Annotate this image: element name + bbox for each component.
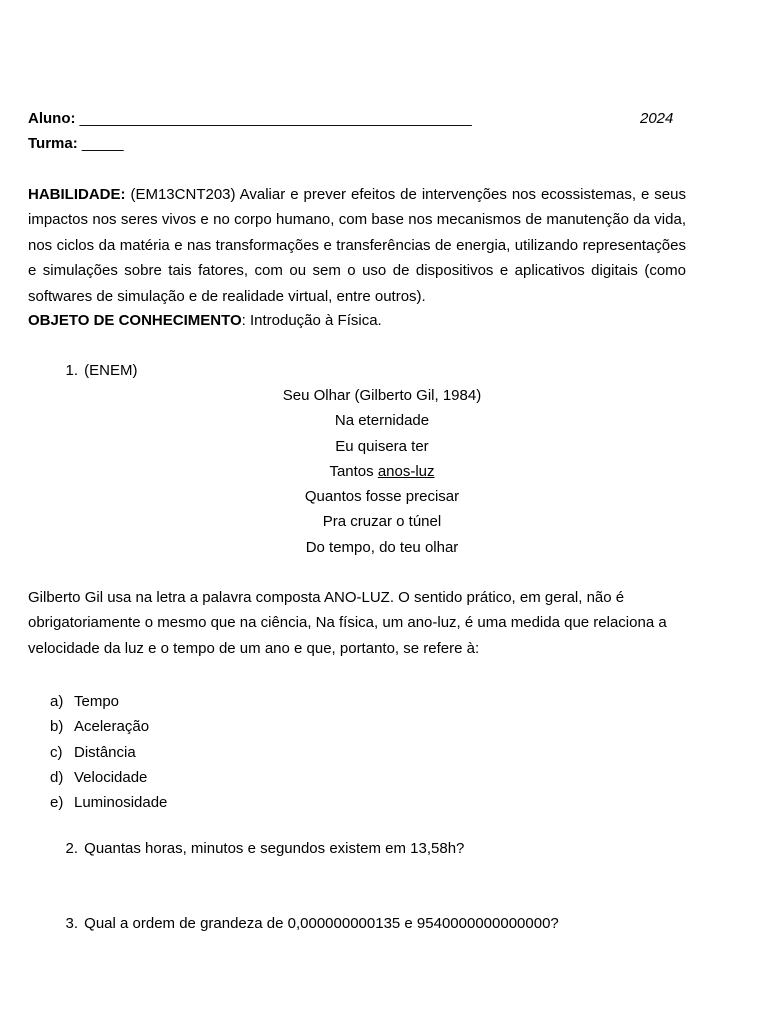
option-letter: b) bbox=[50, 718, 64, 736]
student-name-blank: _______________________________________________ bbox=[79, 110, 472, 127]
class-line bbox=[28, 135, 124, 153]
option-d bbox=[50, 765, 167, 790]
question-2-number: 2. bbox=[65, 840, 78, 857]
skill-paragraph bbox=[28, 182, 686, 309]
class-label: Turma: bbox=[28, 135, 78, 152]
skill-label: HABILIDADE: bbox=[28, 186, 126, 203]
knowledge-object-label: OBJETO DE CONHECIMENTO bbox=[28, 312, 242, 329]
option-b bbox=[50, 714, 167, 739]
option-letter: d) bbox=[50, 768, 64, 786]
option-text: Distância bbox=[74, 743, 136, 761]
student-name-line bbox=[28, 110, 472, 128]
poem-line: Quantos fosse precisar bbox=[304, 488, 460, 506]
skill-text: (EM13CNT203) Avaliar e prever efeitos de intervenções nos ecossistemas, e seus impactos nos seres vivos e no corpo humano, com base nos mecanismos de manutenção da vida, nos ciclos da matéria e nas transformações e transferências de energia, utilizando representações e simulações sobre tais fatores, com ou sem o uso de dispositivos e aplicativos digitais (como softwares de simulação e de realidade virtual, entre outros). bbox=[28, 186, 686, 305]
poem-line: Na eternidade bbox=[334, 412, 430, 430]
question-1-heading bbox=[54, 362, 138, 380]
poem-line: Eu quisera ter bbox=[335, 437, 429, 455]
option-letter: a) bbox=[50, 693, 64, 710]
question-1-options bbox=[50, 689, 167, 815]
knowledge-object-text: : Introdução à Física. bbox=[241, 312, 382, 329]
poem bbox=[28, 383, 736, 560]
worksheet-page bbox=[28, 0, 686, 1024]
student-name-label: Aluno: bbox=[28, 110, 76, 127]
poem-line bbox=[28, 459, 736, 484]
option-text: Luminosidade bbox=[74, 794, 168, 812]
option-text: Tempo bbox=[74, 693, 120, 710]
knowledge-object-line bbox=[28, 312, 382, 330]
option-text: Aceleração bbox=[74, 718, 150, 736]
question-1-source: (ENEM) bbox=[84, 362, 138, 379]
question-3 bbox=[54, 915, 559, 933]
poem-line: Pra cruzar o túnel bbox=[322, 513, 442, 531]
option-letter: e) bbox=[50, 794, 64, 812]
option-letter: c) bbox=[50, 743, 63, 761]
question-2 bbox=[54, 840, 464, 858]
option-text: Velocidade bbox=[74, 768, 148, 786]
poem-underlined-word: anos-luz bbox=[377, 462, 435, 480]
question-1-number: 1. bbox=[65, 362, 78, 379]
poem-line-prefix: Tantos bbox=[329, 462, 378, 480]
question-3-text: Qual a ordem de grandeza de 0,000000000135 e 9540000000000000? bbox=[84, 915, 559, 932]
question-2-text: Quantas horas, minutos e segundos existem em 13,58h? bbox=[84, 840, 465, 857]
question-3-number: 3. bbox=[65, 915, 78, 932]
option-a bbox=[50, 689, 167, 714]
poem-line: Do tempo, do teu olhar bbox=[305, 538, 459, 556]
school-year: 2024 bbox=[640, 110, 674, 127]
class-blank: _____ bbox=[81, 135, 124, 152]
question-1-statement: Gilberto Gil usa na letra a palavra composta ANO-LUZ. O sentido prático, em geral, não é obrigatoriamente o mesmo que na ciência, Na física, um ano-luz, é uma medida que relaciona a velocidade da luz e o tempo de um ano e que, portanto, se refere à: bbox=[28, 589, 667, 657]
option-c bbox=[50, 740, 167, 765]
option-e bbox=[50, 790, 167, 815]
poem-title: Seu Olhar (Gilberto Gil, 1984) bbox=[282, 387, 482, 404]
